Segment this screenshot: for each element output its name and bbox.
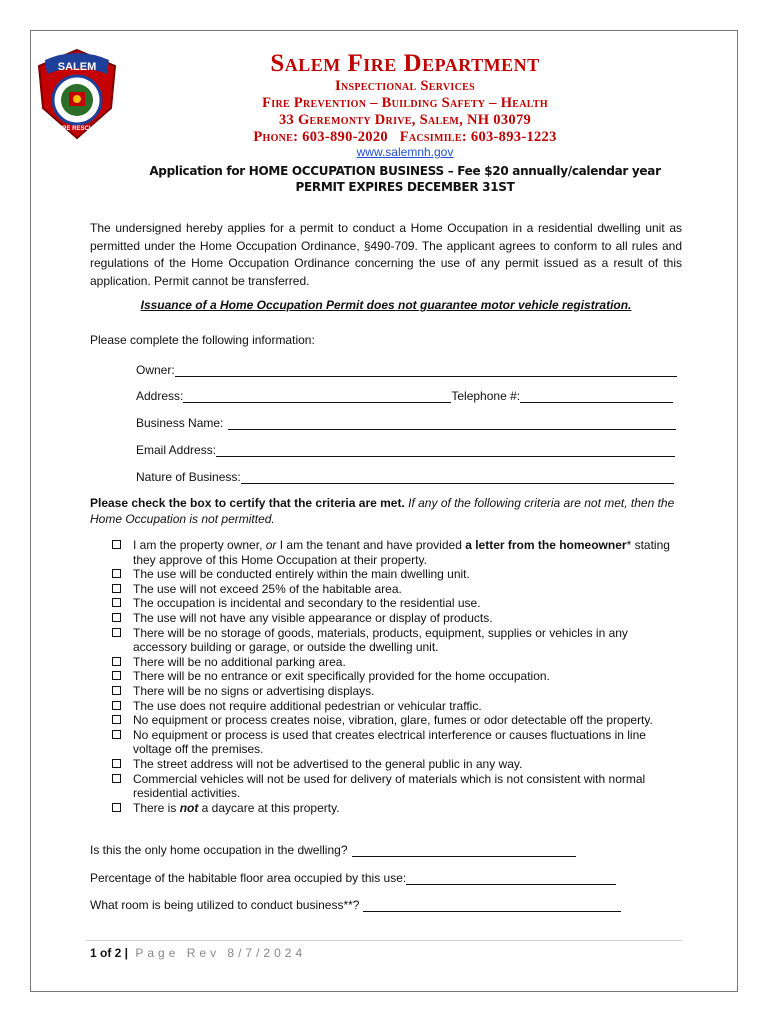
page-footer: [90, 946, 306, 960]
only-occupation-row: [90, 843, 576, 857]
only-occupation-input[interactable]: [352, 844, 576, 857]
owner-row: [136, 363, 677, 377]
nature-input[interactable]: [241, 471, 674, 484]
website-link[interactable]: www.salemnh.gov: [356, 145, 454, 159]
criteria-checkbox[interactable]: [112, 701, 121, 710]
business-name-input[interactable]: [228, 417, 676, 430]
only-occupation-label: Is this the only home occupation in the dwelling?: [90, 843, 348, 857]
criteria-checkbox[interactable]: [112, 569, 121, 578]
fire-department-badge-icon: [35, 48, 119, 140]
criteria-item: [112, 684, 682, 699]
address-row: [136, 389, 673, 403]
application-title: Application for HOME OCCUPATION BUSINESS – Fee $20 annually/calendar year: [149, 164, 661, 178]
owner-label: Owner:: [136, 363, 175, 377]
telephone-label: Telephone #:: [451, 389, 521, 403]
criteria-checkbox[interactable]: [112, 628, 121, 637]
criteria-text: The use will not exceed 25% of the habitable area.: [133, 581, 402, 596]
criteria-checkbox[interactable]: [112, 803, 121, 812]
criteria-text: I am the property owner, or I am the tenant and have provided a letter from the homeowner* stating they approve of this Home Occupation at their property.: [133, 538, 670, 567]
percentage-row: [90, 871, 616, 885]
criteria-text: The occupation is incidental and secondary to the residential use.: [133, 596, 481, 611]
owner-input[interactable]: [175, 364, 677, 377]
criteria-checkbox[interactable]: [112, 598, 121, 607]
page-number: 1 of 2 |: [90, 946, 129, 960]
business-name-row: [136, 416, 676, 430]
department-name: Salem Fire Department: [270, 50, 540, 77]
criteria-instructions: [90, 495, 682, 527]
department-header-block: [120, 78, 690, 146]
intro-paragraph: The undersigned hereby applies for a permit to conduct a Home Occupation in a residential dwelling unit as permitted under the Home Occupation Ordinance, §490-709. The applicant agrees to conform to all rules and regulations of the Home Occupation Ordinance concerning the use of any permit issued as a result of this application. Permit cannot be transferred.: [90, 221, 682, 288]
application-title-block: [120, 163, 690, 195]
room-row: [90, 898, 621, 912]
nature-row: [136, 470, 674, 484]
criteria-list: [112, 538, 682, 815]
please-complete-label: Please complete the following information:: [90, 333, 315, 347]
criteria-item: [112, 582, 682, 597]
room-input[interactable]: [363, 899, 621, 912]
criteria-instructions-italic: If any of the following criteria are not met, then the Home Occupation is not permitted.: [90, 496, 675, 526]
footer-divider: [86, 940, 682, 941]
criteria-text: No equipment or process creates noise, vibration, glare, fumes or odor detectable off the property.: [133, 713, 653, 728]
criteria-checkbox[interactable]: [112, 715, 121, 724]
criteria-checkbox[interactable]: [112, 540, 121, 549]
nature-label: Nature of Business:: [136, 470, 241, 484]
criteria-text: The street address will not be advertised to the general public in any way.: [133, 756, 523, 771]
division: Inspectional Services: [335, 78, 475, 94]
department-address: 33 Geremonty Drive, Salem, NH 03079: [278, 112, 532, 128]
criteria-item: [112, 611, 682, 626]
criteria-checkbox[interactable]: [112, 671, 121, 680]
criteria-item: [112, 669, 682, 684]
phone-fax: Phone: 603-890-2020 Facsimile: 603-893-1223: [253, 129, 557, 145]
criteria-checkbox[interactable]: [112, 613, 121, 622]
email-row: [136, 443, 675, 457]
telephone-input[interactable]: [520, 390, 673, 403]
criteria-checkbox[interactable]: [112, 584, 121, 593]
criteria-checkbox[interactable]: [112, 759, 121, 768]
criteria-item: [112, 728, 682, 757]
criteria-item: [112, 772, 682, 801]
criteria-item: [112, 801, 682, 816]
criteria-text: The use will be conducted entirely within the main dwelling unit.: [133, 567, 470, 582]
criteria-checkbox[interactable]: [112, 657, 121, 666]
address-input[interactable]: [183, 390, 451, 403]
criteria-checkbox[interactable]: [112, 730, 121, 739]
permit-expiry: PERMIT EXPIRES DECEMBER 31ST: [295, 180, 515, 194]
criteria-item: [112, 538, 682, 567]
criteria-text: No equipment or process is used that creates electrical interference or causes fluctuations in line voltage off the premises.: [133, 727, 646, 757]
criteria-item: [112, 596, 682, 611]
criteria-text: There is not a daycare at this property.: [133, 800, 340, 815]
logo-bottom-text: FIRE RESCUE: [56, 126, 98, 132]
registration-notice: Issuance of a Home Occupation Permit does not guarantee motor vehicle registration.: [140, 298, 632, 312]
email-label: Email Address:: [136, 443, 217, 457]
email-input[interactable]: [216, 444, 675, 457]
criteria-item: [112, 567, 682, 582]
criteria-item: [112, 626, 682, 655]
criteria-item: [112, 655, 682, 670]
business-name-label: Business Name:: [136, 416, 224, 430]
criteria-text: The use does not require additional pedestrian or vehicular traffic.: [133, 698, 482, 713]
criteria-instructions-bold: Please check the box to certify that the criteria are met.: [90, 496, 405, 510]
tagline: Fire Prevention – Building Safety – Health: [262, 95, 548, 111]
criteria-item: [112, 757, 682, 772]
criteria-text: There will be no additional parking area.: [133, 654, 346, 669]
criteria-checkbox[interactable]: [112, 774, 121, 783]
criteria-text: The use will not have any visible appearance or display of products.: [133, 610, 493, 625]
logo-top-text: SALEM: [57, 61, 97, 73]
criteria-text: Commercial vehicles will not be used for delivery of materials which is not consistent with normal residential activities.: [133, 771, 646, 801]
criteria-checkbox[interactable]: [112, 686, 121, 695]
address-label: Address:: [136, 389, 184, 403]
criteria-text: There will be no entrance or exit specifically provided for the home occupation.: [133, 669, 550, 684]
percentage-input[interactable]: [406, 872, 616, 885]
page-revision: Page Rev 8/7/2024: [128, 946, 307, 960]
percentage-label: Percentage of the habitable floor area occupied by this use:: [90, 871, 407, 885]
criteria-item: [112, 699, 682, 714]
room-label: What room is being utilized to conduct business**?: [90, 898, 360, 912]
criteria-text: There will be no storage of goods, materials, products, equipment, supplies or vehicles in any accessory building or garage, or outside the dwelling unit.: [133, 625, 628, 655]
criteria-item: [112, 713, 682, 728]
criteria-text: There will be no signs or advertising displays.: [133, 683, 375, 698]
